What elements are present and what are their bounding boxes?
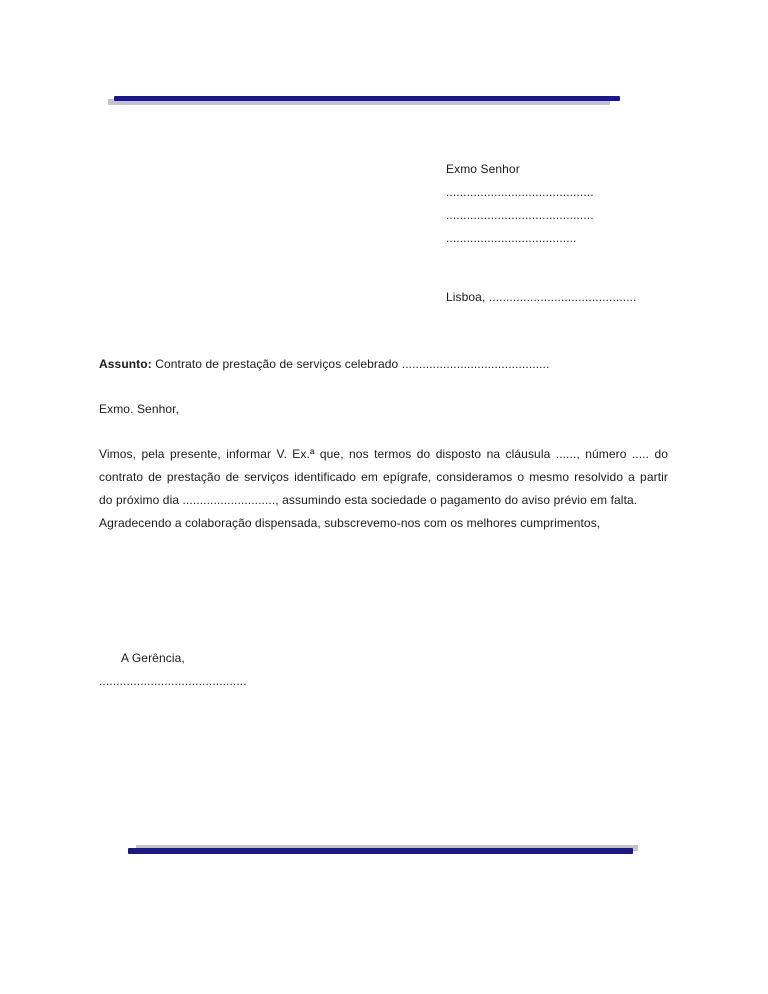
recipient-line-2: ........................................... [446,208,594,222]
subject-label: Assunto: [99,357,152,371]
body-line-1: Vimos, pela presente, informar V. Ex.ª que, nos termos do disposto na cláusula ......, número ..... do [99,447,668,461]
signoff-label: A Gerência, [121,651,185,665]
header-rule-bar [114,96,620,101]
recipient-line-1: ........................................... [446,185,594,199]
footer-rule [128,845,640,857]
footer-rule-bar [128,848,633,854]
recipient-block [446,158,594,250]
body-paragraph [99,443,668,535]
subject-text: Contrato de prestação de serviços celebrado ........................................... [151,357,550,371]
body-line-3: do próximo dia ..........................., assumindo esta sociedade o pagamento do aviso prévio em falta. [99,493,638,507]
recipient-line-3: ...................................... [446,231,577,245]
recipient-salutation: Exmo Senhor [446,162,520,176]
subject-line [99,353,549,376]
greeting: Exmo. Senhor, [99,402,180,416]
signature-line: ........................................... [99,674,247,688]
header-rule [108,96,620,106]
place-date: Lisboa, ........................................... [446,290,637,304]
body-line-2: contrato de prestação de serviços identificado em epígrafe, consideramos o mesmo resolvido a partir [99,470,668,484]
body-line-4: Agradecendo a colaboração dispensada, subscrevemo-nos com os melhores cumprimentos, [99,516,601,530]
